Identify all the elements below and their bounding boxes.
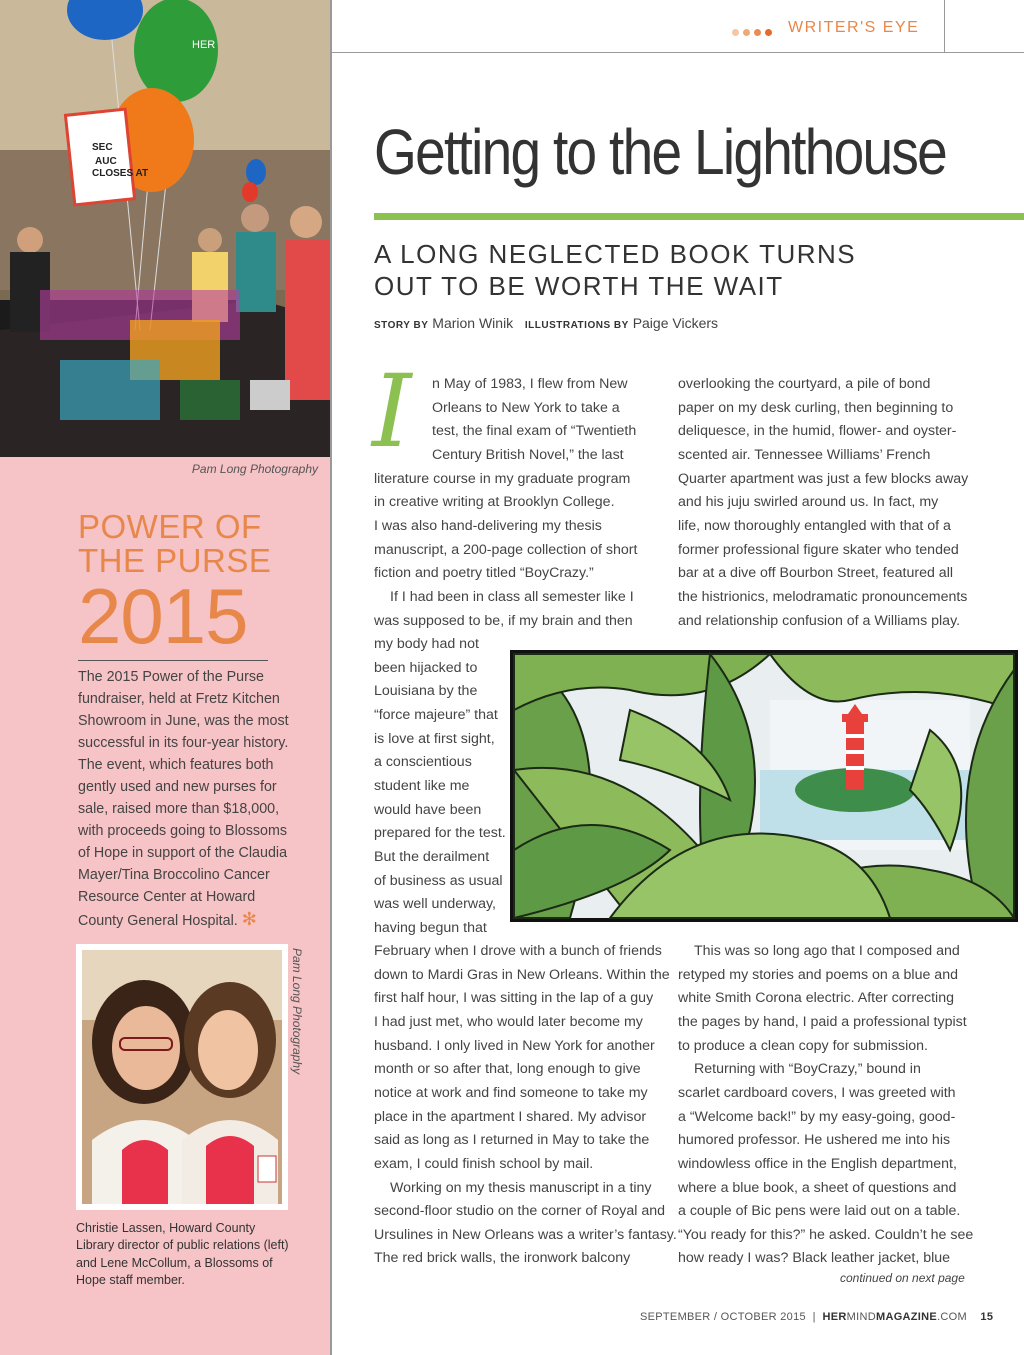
subtitle-line2: OUT TO BE WORTH THE WAIT — [374, 271, 784, 301]
body-line: Louisiana by the — [374, 683, 478, 700]
body-line: was well underway, — [374, 896, 496, 913]
lighthouse-illustration-art — [510, 650, 1018, 922]
body-line: and relationship confusion of a Williams play. — [678, 612, 961, 629]
body-line: husband. I only lived in New York for another — [374, 1037, 655, 1054]
body-line: second-floor studio on the corner of Royal and — [374, 1203, 666, 1220]
balloon-logo: HER — [192, 39, 216, 51]
dot-icon — [743, 29, 750, 36]
portrait-photo-frame — [76, 944, 288, 1210]
title-underline — [374, 213, 1024, 220]
body-line: “force majeure” that — [374, 707, 498, 724]
dot-icon — [765, 29, 772, 36]
body-line: Quarter apartment was just a few blocks away — [678, 470, 969, 487]
body-line: But the derailment — [374, 849, 490, 865]
illustrations-by-label: ILLUSTRATIONS BY — [524, 320, 629, 331]
body-line: fiction and poetry titled “BoyCrazy.” — [374, 565, 594, 582]
body-line: of business as usual — [374, 872, 503, 889]
article-title: Getting to the Lighthouse — [374, 116, 947, 188]
continued-note: continued on next page — [840, 1271, 965, 1285]
sidebar-heading — [78, 510, 328, 578]
footer-separator: | — [812, 1311, 816, 1323]
photo-credit-side: Pam Long Photography — [290, 948, 304, 1075]
body-line: been hijacked to — [374, 659, 478, 676]
body-line: paper on my desk curling, then beginning to — [678, 399, 954, 416]
body-line: where a blue book, a sheet of questions and — [678, 1179, 957, 1196]
subtitle-line1: A LONG NEGLECTED BOOK TURNS — [374, 239, 857, 269]
body-line: how ready I was? Black leather jacket, blue — [678, 1250, 951, 1267]
body-line: life, now thoroughly entangled with that of a — [678, 517, 951, 534]
byline — [374, 315, 718, 331]
photo-caption: Christie Lassen, Howard County Library director of public relations (left) and Lene McCollum, a Blossoms of Hope staff member. — [76, 1221, 289, 1288]
page-footer — [640, 1311, 993, 1323]
body-line: student like me — [374, 778, 470, 795]
body-line: manuscript, a 200-page collection of short — [374, 541, 638, 558]
body-line: notice at work and find someone to take my — [374, 1084, 648, 1101]
body-line: and his juju swirled around us. In fact, my — [678, 494, 939, 511]
body-line: prepared for the test. — [374, 825, 506, 842]
body-line: deliquesce, in the humid, flower- and oyster- — [678, 423, 957, 440]
author-name: Marion Winik — [432, 315, 514, 331]
portrait-photo-illustration — [82, 950, 282, 1204]
story-by-label: STORY BY — [374, 320, 429, 331]
body-line: Ursulines in New Orleans was a writer’s fantasy. — [374, 1226, 677, 1243]
body-line: the pages by hand, I paid a professional typist — [678, 1013, 967, 1030]
sidebar-year: 2015 — [78, 572, 248, 660]
page-number: 15 — [980, 1311, 994, 1323]
body-line: retyped my stories and poems on a blue and — [678, 966, 958, 983]
site-com: .COM — [937, 1311, 967, 1323]
site-url — [823, 1311, 967, 1323]
body-line: a conscientious — [374, 754, 472, 771]
body-line: first half hour, I was sitting in the lap of a guy — [374, 990, 654, 1007]
body-line: scarlet cardboard covers, I was greeted with — [678, 1084, 956, 1101]
event-photo-illustration — [0, 0, 330, 457]
body-line: bar at a dive off Bourbon Street, featured all — [678, 565, 953, 582]
sidebar-body-text: The 2015 Power of the Purse fundraiser, held at Fretz Kitchen Showroom in June, was the most successful in its four-year history. The event, which features both gently used and new purses for sale, raised more than $18,000, with proceeds going to Blossoms of Hope in support of the Claudia Mayer/Tina Broccolino Cancer Resource Center at Howard County General Hospital. — [78, 669, 289, 929]
body-line: This was so long ago that I composed and — [694, 943, 960, 959]
body-line: in creative writing at Brooklyn College. — [374, 494, 615, 511]
sign-text: SEC AUC CLOSES AT — [92, 142, 149, 179]
site-her: HER — [822, 1311, 847, 1323]
illustrator-name: Paige Vickers — [632, 315, 719, 331]
sidebar-heading-line2: THE PURSE — [78, 542, 272, 579]
body-line: n May of 1983, I flew from New — [432, 376, 628, 392]
header-rule — [330, 52, 1024, 53]
body-line: scented air. Tennessee Williams’ French — [678, 446, 931, 463]
body-line: Century British Novel,” the last — [432, 446, 624, 463]
body-line: said as long as I returned in May to take the — [374, 1132, 650, 1149]
body-line: to produce a clean copy for submission. — [678, 1037, 928, 1054]
header-vertical-rule — [944, 0, 945, 52]
body-line: is love at first sight, — [374, 730, 495, 747]
body-line: literature course in my graduate program — [374, 470, 631, 487]
body-line: Working on my thesis manuscript in a tiny — [390, 1179, 652, 1196]
body-line: would have been — [374, 801, 482, 818]
body-line: “You ready for this?” he asked. Couldn’t he see — [678, 1226, 974, 1243]
issue-date: SEPTEMBER / OCTOBER 2015 — [640, 1311, 806, 1323]
portrait-photo — [82, 950, 282, 1204]
body-line: place in the apartment I shared. My advisor — [374, 1108, 647, 1125]
body-line: I was also hand-delivering my thesis — [374, 517, 602, 534]
end-mark-icon: ✻ — [241, 909, 257, 929]
drop-cap: I — [372, 353, 412, 470]
body-line: Returning with “BoyCrazy,” bound in — [694, 1061, 921, 1078]
body-line: February when I drove with a bunch of friends — [374, 943, 662, 959]
body-line: my body had not — [374, 636, 479, 653]
body-line: a couple of Bic pens were laid out on a table. — [678, 1203, 961, 1220]
body-line: down to Mardi Gras in New Orleans. Within the — [374, 966, 670, 983]
site-mind: MIND — [846, 1311, 876, 1323]
body-line: If I had been in class all semester like I — [390, 588, 634, 605]
sidebar-divider — [330, 0, 332, 1355]
body-line: Orleans to New York to take a — [432, 399, 620, 416]
event-photo — [0, 0, 330, 457]
sidebar-body — [78, 666, 293, 932]
body-line: humored professor. He ushered me into his — [678, 1132, 951, 1149]
lighthouse-illustration — [510, 650, 1018, 922]
body-line: former professional figure skater who tended — [678, 541, 959, 558]
dot-icon — [754, 29, 761, 36]
section-label: WRITER'S EYE — [788, 19, 920, 36]
body-line: the histrionics, melodramatic pronouncements — [678, 588, 968, 605]
body-line: test, the final exam of “Twentieth — [432, 423, 637, 440]
body-line: month or so after that, long enough to give — [374, 1061, 641, 1078]
body-line: overlooking the courtyard, a pile of bond — [678, 376, 931, 392]
site-magazine: MAGAZINE — [875, 1311, 938, 1323]
sidebar-rule — [78, 660, 268, 661]
body-line: white Smith Corona electric. After correcting — [678, 990, 954, 1007]
body-line: windowless office in the English department, — [678, 1155, 957, 1172]
article-subtitle — [374, 238, 974, 302]
body-line: exam, I could finish school by mail. — [374, 1155, 594, 1172]
section-dots-icon — [732, 23, 776, 41]
body-line: I had just met, who would later become my — [374, 1013, 643, 1030]
body-line: a “Welcome back!” by my easy-going, good- — [678, 1108, 956, 1125]
dot-icon — [732, 29, 739, 36]
body-line: having begun that — [374, 919, 487, 936]
photo-credit-top: Pam Long Photography — [191, 462, 318, 476]
sidebar-heading-line1: POWER OF — [78, 508, 262, 545]
body-line: was supposed to be, if my brain and then — [374, 612, 633, 629]
body-line: The red brick walls, the ironwork balcony — [374, 1250, 631, 1267]
